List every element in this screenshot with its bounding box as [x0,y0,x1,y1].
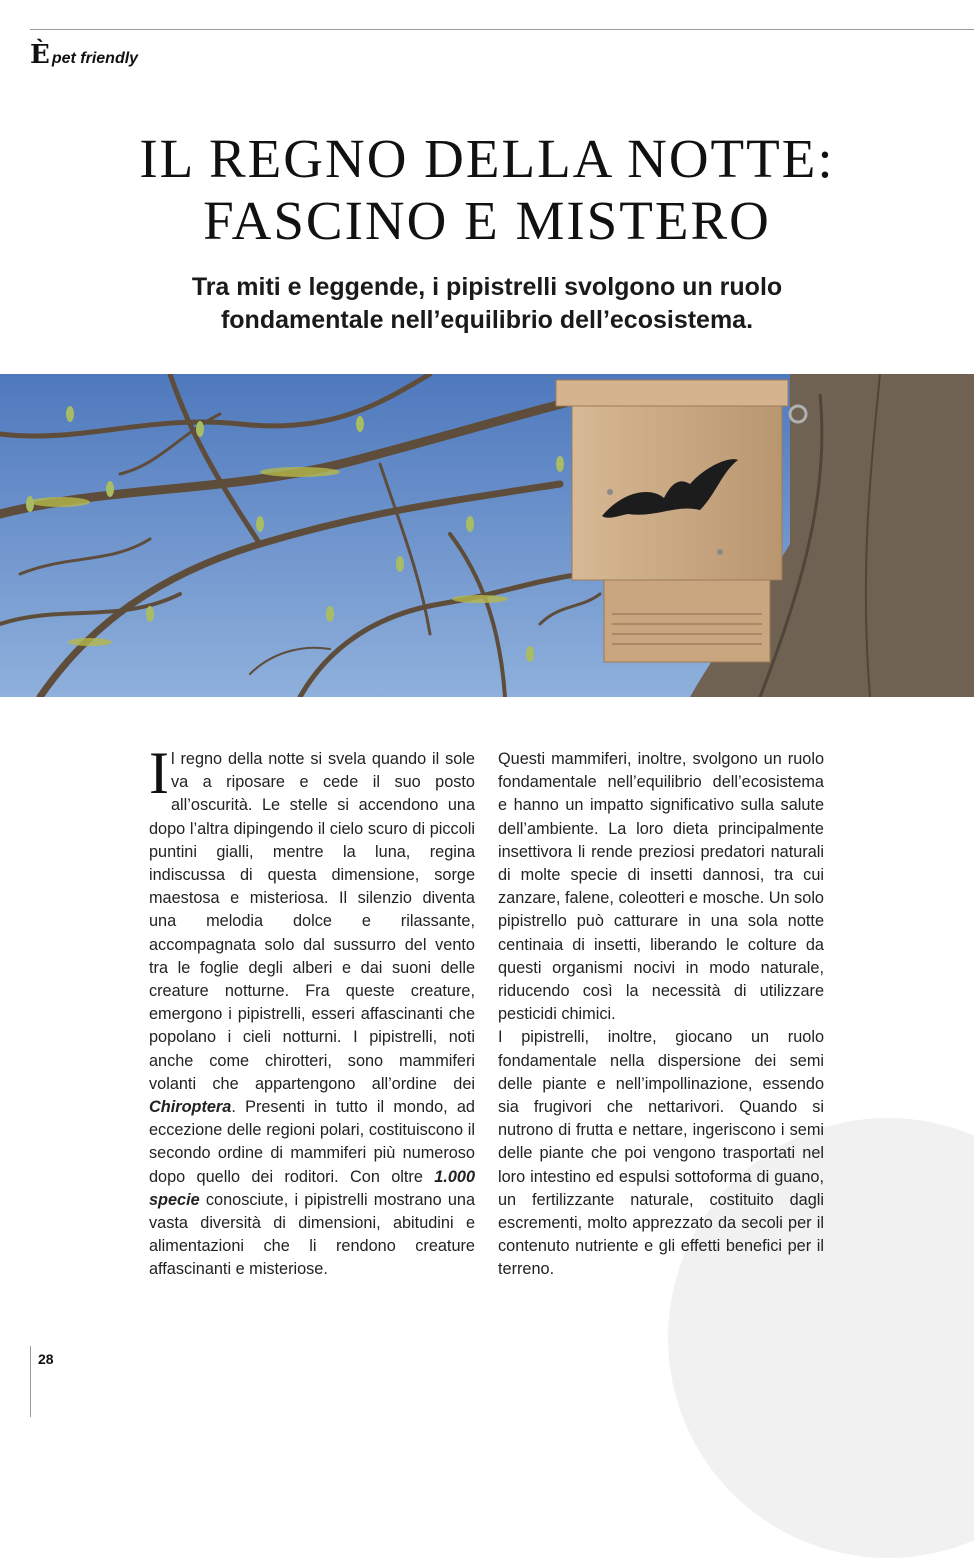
bat-box-photo [0,374,974,697]
article-title-line-2: FASCINO E MISTERO [203,190,771,251]
article-column-right [498,748,824,1282]
article-subtitle-line-1: Tra miti e leggende, i pipistrelli svolgono un ruolo [191,273,783,301]
article-title-line-1: IL REGNO DELLA NOTTE: [139,128,835,189]
section-logo-letter: È [30,40,50,70]
section-name: pet friendly [51,50,139,67]
text-run: l regno della notte si svela quando il sole va a riposare e cede il suo posto all’oscurità. Le stelle si accendono una dopo l’altra dipingendo il cielo scuro di piccoli puntini gialli, mentre la luna, regina indiscussa di questa dimensione, sorge maestosa e misteriosa. Il silenzio diventa una melodia dolce e rilassante, accompagnata solo dal sussurro del vento tra le foglie degli alberi e dai suoni delle creature notturne. Fra queste creature, emergono i pipistrelli, esseri affascinanti che popolano i cieli notturni. I pipistrelli, noti anche come chirotteri, sono mammiferi volanti che appartengono all’ordine dei [149,750,475,1093]
article-paragraph [149,740,475,1282]
article-subtitle-line-2: fondamentale nell’equilibrio dell’ecosistema. [220,306,754,334]
footer-rule [30,1346,31,1417]
drop-cap: I [149,740,169,806]
article-title [0,128,974,252]
article-paragraph: I pipistrelli, inoltre, giocano un ruolo fondamentale nella dispersione dei semi delle piante e nell’impollinazione, essendo sia frugivori che nettarivori. Quando si nutrono di frutta e nettare, ingeriscono i semi delle piante che poi vengono trasportati nel loro intestino ed espulsi sottoforma di guano, un fertilizzante naturale, costituito dagli escrementi, molto apprezzato da secoli per il contenuto nutriente e gli effetti benefici per il terreno. [498,1028,824,1279]
article-subtitle [0,271,974,337]
article-column-left [149,740,475,1282]
emphasis-species: 1.000 specie [149,1167,475,1209]
emphasis-chiroptera: Chiroptera [149,1098,232,1117]
article-paragraph: Questi mammiferi, inoltre, svolgono un ruolo fondamentale nell’equilibrio dell’ecosistema e hanno un impatto significativo sulla salute dell’ambiente. La loro dieta principalmente insettivora li rende preziosi predatori naturali di molte specie di insetti dannosi, tra cui zanzare, falene, coleotteri e mosche. Un solo pipistrello può catturare in una sola notte centinaia di insetti, liberando le colture da questi organismi nocivi in modo naturale, riducendo così la necessità di utilizzare pesticidi chimici. [498,750,824,1024]
header-rule [30,29,974,30]
text-run: conosciute, i pipistrelli mostrano una vasta diversità di dimensioni, abitudini e alimentazioni che li rendono creature affascinanti e misteriose. [149,1190,475,1279]
section-tag [30,40,138,70]
text-run: . Presenti in tutto il mondo, ad eccezione delle regioni polari, costituiscono il secondo ordine di mammiferi più numeroso dopo quello dei roditori. Con oltre [149,1098,475,1186]
page-number: 28 [38,1351,54,1367]
